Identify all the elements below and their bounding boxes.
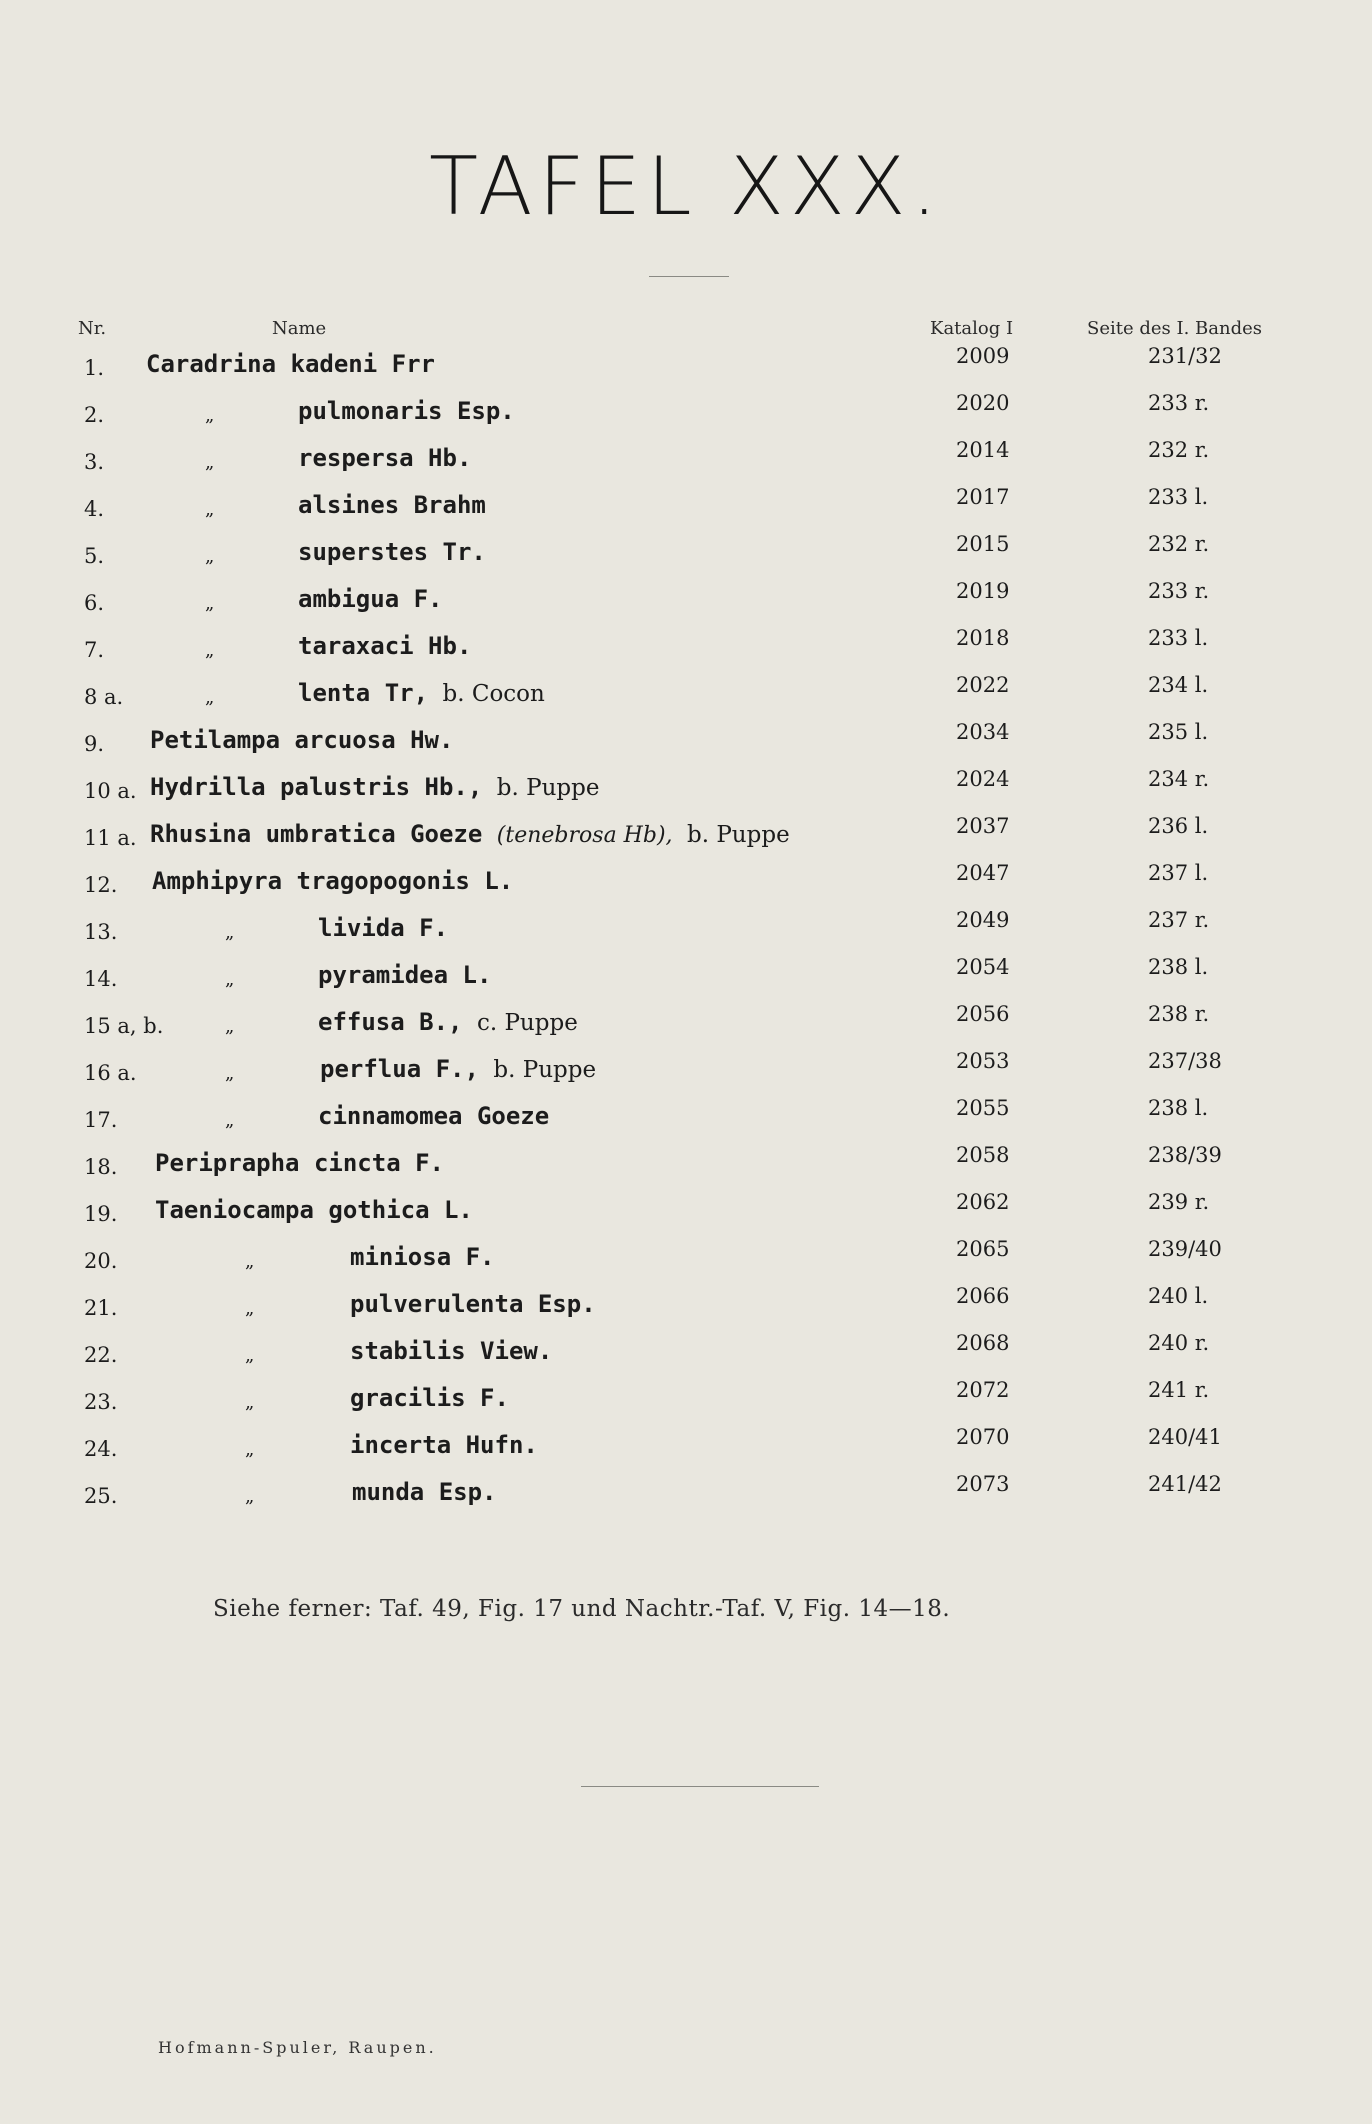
species-name: Caradrina kadeni Frr [146, 350, 435, 378]
katalog-number: 2058 [956, 1143, 1010, 1167]
row-number: 1. [84, 356, 105, 380]
stage-note: c. Puppe [476, 1010, 578, 1036]
page-reference: 237 l. [1148, 861, 1209, 885]
row-number: 16 a. [84, 1061, 137, 1085]
row-number: 20. [84, 1249, 118, 1273]
species-name: pyramidea L. [318, 961, 492, 989]
table-row [0, 1096, 1372, 1149]
page-reference: 239 r. [1148, 1190, 1210, 1214]
row-number: 11 a. [84, 826, 137, 850]
row-number: 21. [84, 1296, 118, 1320]
stage-note: b. Cocon [442, 681, 545, 707]
table-row [0, 908, 1372, 961]
stage-note: b. Puppe [493, 1057, 597, 1083]
species-name: alsines Brahm [298, 491, 486, 519]
table-row [0, 1002, 1372, 1055]
stage-note: b. Puppe [686, 822, 790, 848]
table-row [0, 391, 1372, 444]
katalog-number: 2037 [956, 814, 1010, 838]
table-row [0, 861, 1372, 914]
katalog-number: 2054 [956, 955, 1010, 979]
header-seite: Seite des I. Bandes [1087, 318, 1262, 339]
row-number: 7. [84, 638, 105, 662]
katalog-number: 2047 [956, 861, 1010, 885]
katalog-number: 2073 [956, 1472, 1010, 1496]
ditto-mark: „ [245, 1345, 255, 1366]
katalog-number: 2024 [956, 767, 1010, 791]
page-reference: 237/38 [1148, 1049, 1222, 1073]
table-row [0, 814, 1372, 867]
species-name-cell [146, 350, 435, 378]
species-name-cell [318, 1102, 549, 1130]
katalog-number: 2062 [956, 1190, 1010, 1214]
katalog-number: 2053 [956, 1049, 1010, 1073]
katalog-number: 2020 [956, 391, 1010, 415]
stage-note: b. Puppe [496, 775, 600, 801]
page-reference: 234 l. [1148, 673, 1209, 697]
row-number: 14. [84, 967, 118, 991]
katalog-number: 2055 [956, 1096, 1010, 1120]
species-name: lenta Tr, [298, 679, 429, 707]
species-name: ambigua F. [298, 585, 443, 613]
row-number: 18. [84, 1155, 118, 1179]
species-name-cell [350, 1243, 495, 1271]
ditto-mark: „ [245, 1251, 255, 1272]
katalog-number: 2049 [956, 908, 1010, 932]
katalog-number: 2065 [956, 1237, 1010, 1261]
row-number: 25. [84, 1484, 118, 1508]
bottom-divider [581, 1786, 819, 1787]
table-row [0, 438, 1372, 491]
table-row [0, 955, 1372, 1008]
row-number: 6. [84, 591, 105, 615]
page-reference: 237 r. [1148, 908, 1210, 932]
title-divider [649, 276, 729, 277]
row-number: 5. [84, 544, 105, 568]
page-reference: 233 r. [1148, 579, 1210, 603]
ditto-mark: „ [205, 546, 215, 567]
row-number: 15 a, b. [84, 1014, 164, 1038]
ditto-mark: „ [245, 1486, 255, 1507]
species-name-cell [318, 914, 448, 942]
ditto-mark: „ [245, 1439, 255, 1460]
table-row [0, 1284, 1372, 1337]
row-number: 23. [84, 1390, 118, 1414]
species-name-cell [350, 1384, 509, 1412]
header-nr: Nr. [78, 318, 107, 339]
katalog-number: 2056 [956, 1002, 1010, 1026]
species-name: stabilis View. [350, 1337, 553, 1365]
species-name-cell [320, 1055, 596, 1083]
row-number: 8 a. [84, 685, 124, 709]
table-row [0, 579, 1372, 632]
page-reference: 236 l. [1148, 814, 1209, 838]
species-name-cell [318, 1008, 578, 1036]
species-name: Taeniocampa gothica L. [155, 1196, 473, 1224]
ditto-mark: „ [205, 687, 215, 708]
katalog-number: 2018 [956, 626, 1010, 650]
row-number: 22. [84, 1343, 118, 1367]
footnote: Siehe ferner: Taf. 49, Fig. 17 und Nachtr.-Taf. V, Fig. 14—18. [213, 1596, 951, 1622]
species-name: Hydrilla palustris Hb., [150, 773, 483, 801]
page-reference: 238 l. [1148, 1096, 1209, 1120]
row-number: 2. [84, 403, 105, 427]
table-row [0, 344, 1372, 397]
ditto-mark: „ [205, 405, 215, 426]
species-name-cell [298, 491, 486, 519]
row-number: 9. [84, 732, 105, 756]
species-name: incerta Hufn. [350, 1431, 538, 1459]
katalog-number: 2070 [956, 1425, 1010, 1449]
table-row [0, 1331, 1372, 1384]
page-reference: 232 r. [1148, 532, 1210, 556]
species-name: Amphipyra tragopogonis L. [152, 867, 514, 895]
table-row [0, 1190, 1372, 1243]
table-row [0, 720, 1372, 773]
ditto-mark: „ [245, 1298, 255, 1319]
katalog-number: 2034 [956, 720, 1010, 744]
katalog-number: 2068 [956, 1331, 1010, 1355]
species-name-cell [298, 538, 486, 566]
row-number: 19. [84, 1202, 118, 1226]
page-reference: 231/32 [1148, 344, 1222, 368]
katalog-number: 2072 [956, 1378, 1010, 1402]
species-name: cinnamomea Goeze [318, 1102, 550, 1130]
header-name: Name [272, 318, 327, 339]
species-name: gracilis F. [350, 1384, 509, 1412]
row-number: 17. [84, 1108, 118, 1132]
row-number: 13. [84, 920, 118, 944]
species-name-cell [350, 1290, 596, 1318]
table-row [0, 1378, 1372, 1431]
row-number: 4. [84, 497, 105, 521]
species-name-cell [318, 961, 491, 989]
species-name: munda Esp. [352, 1478, 497, 1506]
species-name: pulmonaris Esp. [298, 397, 515, 425]
imprint: Hofmann-Spuler, Raupen. [158, 2038, 437, 2057]
species-name: Rhusina umbratica Goeze [150, 820, 483, 848]
species-name: Petilampa arcuosa Hw. [150, 726, 454, 754]
species-name-cell [150, 726, 453, 754]
katalog-number: 2015 [956, 532, 1010, 556]
page-reference: 232 r. [1148, 438, 1210, 462]
species-name-cell [155, 1196, 473, 1224]
page-reference: 235 l. [1148, 720, 1209, 744]
species-name-cell [152, 867, 513, 895]
table-row [0, 485, 1372, 538]
species-name-cell [298, 679, 545, 707]
species-name: miniosa F. [350, 1243, 495, 1271]
page-reference: 233 l. [1148, 485, 1209, 509]
page-title: TAFEL XXX. [429, 140, 943, 233]
table-row [0, 1425, 1372, 1478]
ditto-mark: „ [225, 922, 235, 943]
species-name: livida F. [318, 914, 449, 942]
species-name: superstes Tr. [298, 538, 486, 566]
table-row [0, 626, 1372, 679]
page-reference: 241/42 [1148, 1472, 1222, 1496]
species-name: respersa Hb. [298, 444, 472, 472]
page-reference: 240 r. [1148, 1331, 1210, 1355]
ditto-mark: „ [225, 1063, 235, 1084]
table-row [0, 1143, 1372, 1196]
row-number: 12. [84, 873, 118, 897]
species-name-cell [155, 1149, 444, 1177]
species-name-cell [298, 444, 471, 472]
page-reference: 238 l. [1148, 955, 1209, 979]
katalog-number: 2017 [956, 485, 1010, 509]
page-reference: 233 r. [1148, 391, 1210, 415]
species-name: perflua F., [320, 1055, 479, 1083]
page-reference: 239/40 [1148, 1237, 1222, 1261]
table-row [0, 532, 1372, 585]
species-name-cell [298, 585, 443, 613]
species-name-cell [352, 1478, 497, 1506]
synonym: (tenebrosa Hb), [496, 823, 673, 848]
katalog-number: 2009 [956, 344, 1010, 368]
table-row [0, 1049, 1372, 1102]
species-name-cell [298, 632, 471, 660]
page-reference: 240 l. [1148, 1284, 1209, 1308]
page-reference: 234 r. [1148, 767, 1210, 791]
species-name: effusa B., [318, 1008, 463, 1036]
row-number: 10 a. [84, 779, 137, 803]
table-row [0, 673, 1372, 726]
species-name-cell [350, 1431, 538, 1459]
page-reference: 238/39 [1148, 1143, 1222, 1167]
species-name-cell [350, 1337, 552, 1365]
species-name: Periprapha cincta F. [155, 1149, 444, 1177]
katalog-number: 2066 [956, 1284, 1010, 1308]
page-reference: 241 r. [1148, 1378, 1210, 1402]
katalog-number: 2022 [956, 673, 1010, 697]
table-row [0, 1237, 1372, 1290]
page-reference: 233 l. [1148, 626, 1209, 650]
header-katalog: Katalog I [930, 318, 1014, 339]
page-reference: 238 r. [1148, 1002, 1210, 1026]
species-name: pulverulenta Esp. [350, 1290, 596, 1318]
ditto-mark: „ [245, 1392, 255, 1413]
ditto-mark: „ [225, 1110, 235, 1131]
ditto-mark: „ [205, 499, 215, 520]
page-reference: 240/41 [1148, 1425, 1222, 1449]
ditto-mark: „ [225, 1016, 235, 1037]
table-row [0, 767, 1372, 820]
table-row [0, 1472, 1372, 1525]
ditto-mark: „ [205, 452, 215, 473]
species-name: taraxaci Hb. [298, 632, 472, 660]
species-name-cell [298, 397, 515, 425]
katalog-number: 2019 [956, 579, 1010, 603]
species-name-cell [150, 773, 600, 801]
species-table [0, 344, 1372, 1525]
row-number: 24. [84, 1437, 118, 1461]
ditto-mark: „ [225, 969, 235, 990]
ditto-mark: „ [205, 593, 215, 614]
species-name-cell [150, 820, 790, 848]
katalog-number: 2014 [956, 438, 1010, 462]
row-number: 3. [84, 450, 105, 474]
ditto-mark: „ [205, 640, 215, 661]
